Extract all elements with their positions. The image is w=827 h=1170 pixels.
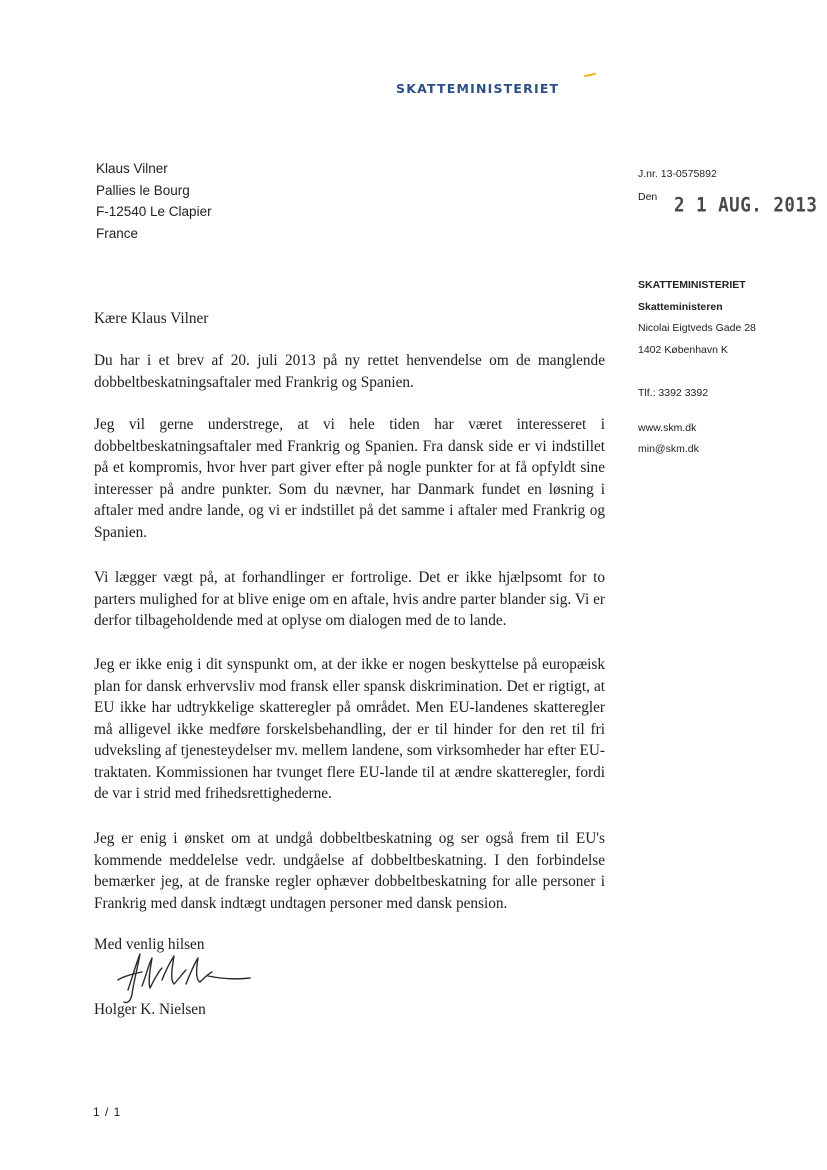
ministry-logo: SKATTEMINISTERIET (396, 81, 560, 96)
date-stamp: 2 1 AUG. 2013 (674, 194, 818, 218)
letter-paragraph: Jeg er enig i ønsket om at undgå dobbeltbeskatning og ser også frem til EU's kommende meddelelse vedr. undgåelse af dobbeltbeskatning. I den forbindelse bemærker jeg, at de franske regler ophæver dobbeltbeskatning for alle personer i Frankrig med dansk indtægt undtagen personer med dansk pension. (94, 830, 605, 912)
recipient-street: Pallies le Bourg (96, 182, 190, 198)
page-number: 1 / 1 (93, 1105, 122, 1119)
date-label: Den (638, 191, 658, 203)
sender-block (638, 275, 756, 461)
journal-number: J.nr. 13-0575892 (638, 168, 717, 180)
recipient-country: France (96, 225, 139, 241)
letter-paragraph: Vi lægger vægt på, at forhandlinger er fortrolige. Det er ikke hjælpsomt for to parters mulighed for at blive enige om en aftale, hvis andre parter blander sig. Vi er derfor tilbageholdende med at oplyse om dialogen med de to lande. (94, 569, 605, 629)
salutation: Kære Klaus Vilner (94, 310, 209, 327)
signer-name: Holger K. Nielsen (94, 1001, 206, 1018)
sender-email-link[interactable]: min@skm.dk (638, 443, 699, 455)
letter-paragraph: Jeg vil gerne understrege, at vi hele tiden har været interesseret i dobbeltbeskatningsaftaler med Frankrig og Spanien. Fra dansk side er vi indstillet på et kompromis, hvor hver part giver efter på nogle punkter for at få opfyldt sine interesser på andre punkter. Som du nævner, har Danmark fundet en løsning i aftaler med andre lande, og vi er indstillet på det samme i aftaler med Frankrig og Spanien. (94, 416, 605, 541)
recipient-name: Klaus Vilner (96, 161, 168, 176)
sender-phone: Tlf.: 3392 3392 (638, 387, 709, 399)
recipient-postal: F-12540 Le Clapier (96, 204, 212, 219)
letter-paragraph: Du har i et brev af 20. juli 2013 på ny rettet henvendelse om de manglende dobbeltbeskatningsaftaler med Frankrig og Spanien. (94, 352, 605, 391)
letter-paragraph: Jeg er ikke enig i dit synspunkt om, at der ikke er nogen beskyttelse på europæisk plan for dansk erhvervsliv mod fransk eller spansk diskrimination. Det er rigtigt, at EU ikke har udtrykkelige skatteregler på området. Men EU-landenes skatteregler må alligevel ikke medføre forskelsbehandling, der er til hinder for den ret til fri udveksling af tjenesteydelser mv. mellem landene, som virksomheder har efter EU-traktaten. Kommissionen har tvunget flere EU-lande til at ændre skatteregler, fordi de var i strid med frihedsrettighederne. (94, 656, 605, 802)
recipient-address (96, 158, 212, 244)
sender-street: Nicolai Eigtveds Gade 28 (638, 322, 756, 334)
closing: Med venlig hilsen (94, 936, 205, 953)
sender-web-link[interactable]: www.skm.dk (638, 421, 697, 434)
sender-postal: 1402 København K (638, 343, 728, 356)
logo-accent-mark (584, 73, 596, 77)
sender-org: SKATTEMINISTERIET (638, 279, 746, 291)
sender-dept: Skatteministeren (638, 300, 723, 313)
